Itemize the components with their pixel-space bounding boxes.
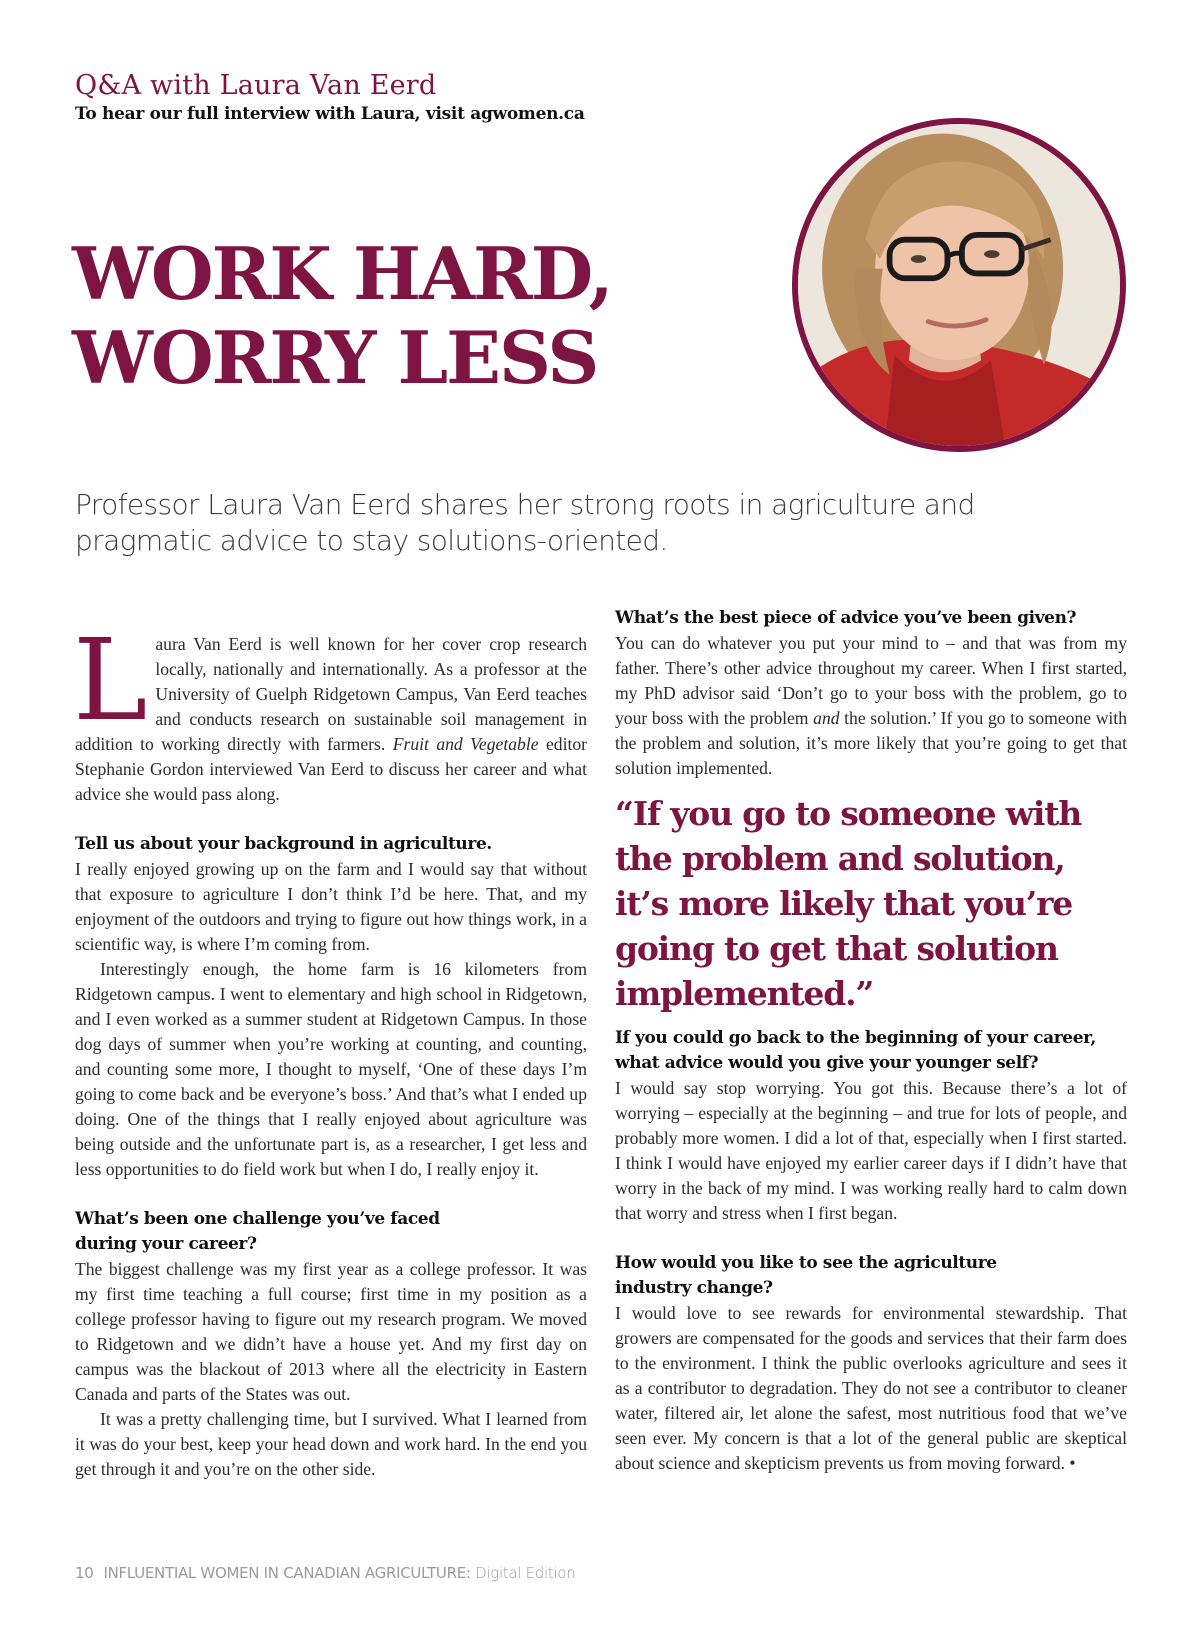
- answer-paragraph: Interestingly enough, the home farm is 16 kilometers from Ridgetown campus. I went to elementary and high school in Ridgetown, and I even worked as a summer student at Ridgetown Campus. In those dog days of summer when you’re working at counting, and counting, and counting some more, I thought to myself, ‘One of these days I’m going to come back and be everyone’s boss.’ And that’s what I ended up doing. One of the things that I really enjoyed about agriculture was being outside and the unfortunate part is, as a researcher, I get less and less opportunities to do field work but when I do, I really enjoy it.: [75, 959, 587, 1179]
- portrait-photo: [792, 118, 1126, 452]
- question-background: Tell us about your background in agriculture.: [75, 834, 492, 854]
- page-footer: 10 INFLUENTIAL WOMEN IN CANADIAN AGRICULTURE: Digital Edition: [75, 1564, 576, 1582]
- section-kicker: Q&A with Laura Van Eerd: [75, 70, 437, 101]
- edition-label: Digital Edition: [470, 1564, 576, 1582]
- intro-paragraph: Laura Van Eerd is well known for her cover crop research locally, nationally and internationally. As a professor at the University of Guelph Ridgetown Campus, Van Eerd teaches and conducts research on sustainable soil management in addition to working directly with farmers. Fruit and Vegetable editor Stephanie Gordon interviewed Van Eerd to discuss her career and what advice she would pass along.: [73, 616, 588, 804]
- article-column-left: [73, 616, 588, 1482]
- answer-paragraph: You can do whatever you put your mind to – and that was from my father. There’s other advice throughout my career. When I first started, my PhD advisor said ‘Don’t go to your boss with the problem, go to your boss with the problem and the solution.’ If you go to someone with the problem and solution, it’s more likely that you’re going to get that solution implemented.: [615, 633, 1127, 778]
- interview-link-note: To hear our full interview with Laura, visit agwomen.ca: [75, 104, 585, 124]
- headline-line-2: WORRY LESS: [72, 315, 598, 400]
- article-headline: [72, 232, 692, 400]
- drop-cap: L: [73, 616, 148, 746]
- page-number: 10: [75, 1564, 94, 1582]
- answer-paragraph: I would say stop worrying. You got this. Because there’s a lot of worrying – especially at the beginning – and true for lots of people, and probably more women. I did a lot of that, especially when I first started. I think I would have enjoyed my earlier career days if I didn’t have that worry in the back of my mind. I was working really hard to calm down that worry and stress when I first began.: [615, 1078, 1127, 1223]
- pull-quote: “If you go to someone with the problem and solution, it’s more likely that you’re going to get that solution implemented.”: [615, 794, 1082, 1013]
- answer-paragraph: I would love to see rewards for environmental stewardship. That growers are compensated for the goods and services that their farm does to the environment. I think the public overlooks agriculture and sees it as a contributor to degradation. They do not see a contributor to cleaner water, filtered air, let alone the safest, most nutritious food that we’ve seen ever. My concern is that a lot of the general public are skeptical about science and skepticism prevents us from moving forward. •: [615, 1303, 1127, 1473]
- headline-line-1: WORK HARD,: [72, 231, 612, 316]
- question-best-advice: What’s the best piece of advice you’ve been given?: [615, 608, 1077, 628]
- answer-paragraph: The biggest challenge was my first year as a college professor. It was my first time teaching a full course; first time in my position as a college professor having to figure out my research program. We moved to Ridgetown and we didn’t have a house yet. And my first day on campus was the blackout of 2013 where all the electricity in Eastern Canada and parts of the States was out.: [75, 1259, 587, 1404]
- answer-paragraph: It was a pretty challenging time, but I survived. What I learned from it was do your best, keep your head down and work hard. In the end you get through it and you’re on the other side.: [75, 1409, 587, 1479]
- question-industry-change: How would you like to see the agriculture industry change?: [615, 1253, 997, 1298]
- article-column-right: [615, 606, 1127, 1476]
- question-younger-self: If you could go back to the beginning of your career, what advice would you give your younger self?: [615, 1028, 1096, 1073]
- article-deck: Professor Laura Van Eerd shares her strong roots in agriculture and pragmatic advice to stay solutions-oriented.: [75, 488, 975, 557]
- publication-name: INFLUENTIAL WOMEN IN CANADIAN AGRICULTURE: [103, 1564, 466, 1582]
- answer-paragraph: I really enjoyed growing up on the farm and I would say that without that exposure to agriculture I don’t think I’d be here. That, and my enjoyment of the outdoors and trying to figure out how things work, in a scientific way, is where I’m coming from.: [75, 859, 587, 954]
- question-challenge: What’s been one challenge you’ve faced during your career?: [75, 1209, 440, 1254]
